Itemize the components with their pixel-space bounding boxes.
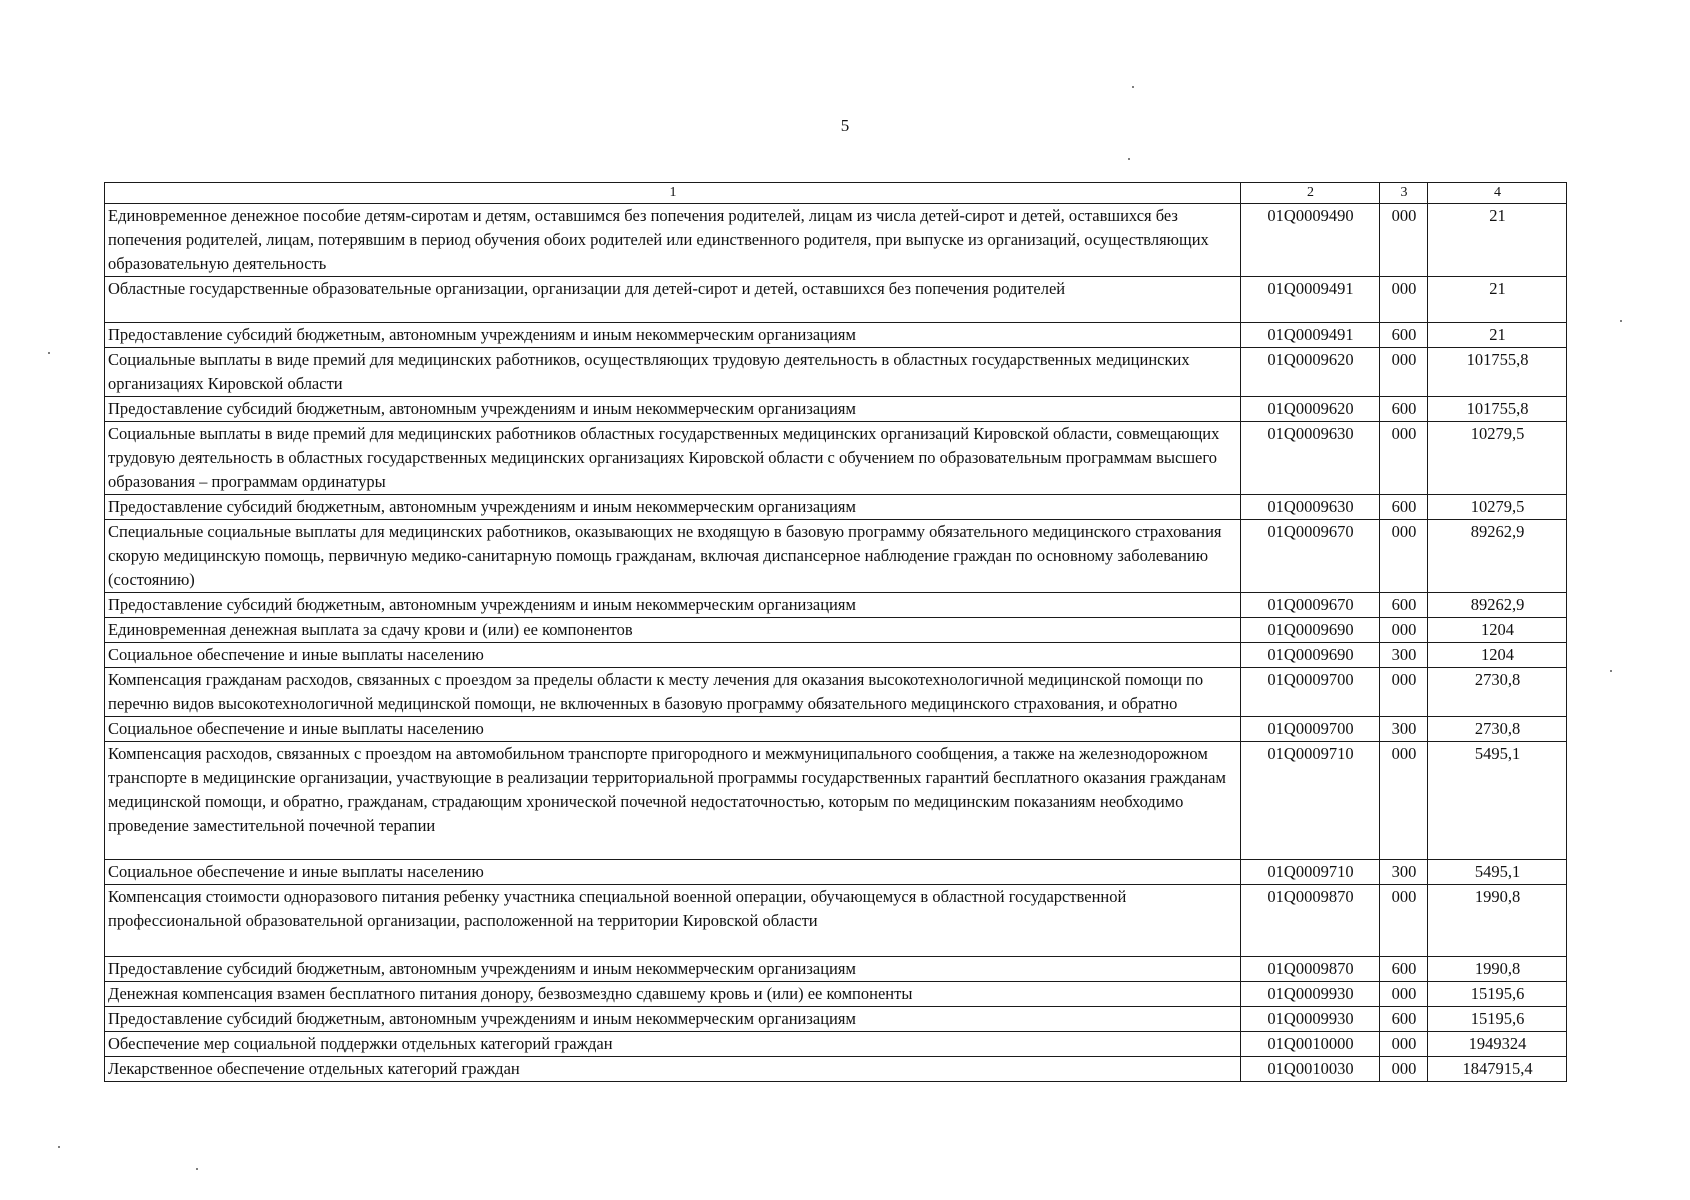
row-type-cell: 600 bbox=[1380, 957, 1428, 982]
table-row bbox=[105, 204, 1567, 277]
row-type-cell: 000 bbox=[1380, 277, 1428, 323]
row-name-cell: Предоставление субсидий бюджетным, автономным учреждениям и иным некоммерческим организациям bbox=[105, 1007, 1241, 1032]
table-row bbox=[105, 860, 1567, 885]
row-sum-cell: 21 bbox=[1428, 277, 1567, 323]
row-sum-cell: 15195,6 bbox=[1428, 982, 1567, 1007]
scan-speck bbox=[58, 1146, 60, 1148]
row-code-cell: 01Q0009690 bbox=[1241, 643, 1380, 668]
row-sum-cell: 89262,9 bbox=[1428, 593, 1567, 618]
scan-speck bbox=[1610, 670, 1612, 672]
row-type-cell: 600 bbox=[1380, 1007, 1428, 1032]
row-sum-cell: 5495,1 bbox=[1428, 860, 1567, 885]
row-name-cell: Компенсация гражданам расходов, связанных с проездом за пределы области к месту лечения для оказания высокотехнологичной медицинской помощи по перечню видов высокотехнологичной медицинской помощи, не включенных в базовую программу обязательного медицинского страхования, и обратно bbox=[105, 668, 1241, 717]
table-row bbox=[105, 593, 1567, 618]
row-type-cell: 300 bbox=[1380, 643, 1428, 668]
row-name-cell: Компенсация расходов, связанных с проездом на автомобильном транспорте пригородного и межмуниципального сообщения, а также на железнодорожном транспорте в медицинские организации, участвующие в реализации территориальной программы государственных гарантий бесплатного оказания гражданам медицинской помощи, и обратно, гражданам, страдающим хронической почечной недостаточностью, которым по медицинским показаниям необходимо проведение заместительной почечной терапии bbox=[105, 742, 1241, 860]
row-type-cell: 600 bbox=[1380, 323, 1428, 348]
row-sum-cell: 2730,8 bbox=[1428, 668, 1567, 717]
row-name-cell: Лекарственное обеспечение отдельных категорий граждан bbox=[105, 1057, 1241, 1082]
row-sum-cell: 1204 bbox=[1428, 618, 1567, 643]
row-name-cell: Обеспечение мер социальной поддержки отдельных категорий граждан bbox=[105, 1032, 1241, 1057]
table-row bbox=[105, 397, 1567, 422]
table-row bbox=[105, 618, 1567, 643]
row-code-cell: 01Q0009630 bbox=[1241, 422, 1380, 495]
row-code-cell: 01Q0010000 bbox=[1241, 1032, 1380, 1057]
table-row bbox=[105, 422, 1567, 495]
row-sum-cell: 101755,8 bbox=[1428, 397, 1567, 422]
scan-speck bbox=[48, 352, 50, 354]
table-row bbox=[105, 668, 1567, 717]
row-code-cell: 01Q0009870 bbox=[1241, 885, 1380, 957]
row-sum-cell: 1847915,4 bbox=[1428, 1057, 1567, 1082]
table-row bbox=[105, 277, 1567, 323]
row-sum-cell: 21 bbox=[1428, 204, 1567, 277]
row-name-cell: Областные государственные образовательные организации, организации для детей-сирот и детей, оставшихся без попечения родителей bbox=[105, 277, 1241, 323]
table-row bbox=[105, 520, 1567, 593]
row-sum-cell: 2730,8 bbox=[1428, 717, 1567, 742]
table-row bbox=[105, 1057, 1567, 1082]
budget-table bbox=[104, 182, 1567, 1082]
row-type-cell: 000 bbox=[1380, 348, 1428, 397]
row-code-cell: 01Q0009670 bbox=[1241, 520, 1380, 593]
table-row bbox=[105, 1032, 1567, 1057]
table-row bbox=[105, 495, 1567, 520]
row-code-cell: 01Q0009870 bbox=[1241, 957, 1380, 982]
row-sum-cell: 89262,9 bbox=[1428, 520, 1567, 593]
row-type-cell: 600 bbox=[1380, 397, 1428, 422]
row-code-cell: 01Q0009930 bbox=[1241, 982, 1380, 1007]
scan-speck bbox=[1620, 320, 1622, 322]
table-body bbox=[105, 204, 1567, 1082]
row-name-cell: Компенсация стоимости одноразового питания ребенку участника специальной военной операции, обучающемуся в областной государственной профессиональной образовательной организации, расположенной на территории Кировской области bbox=[105, 885, 1241, 957]
table-row bbox=[105, 1007, 1567, 1032]
row-code-cell: 01Q0009490 bbox=[1241, 204, 1380, 277]
row-name-cell: Предоставление субсидий бюджетным, автономным учреждениям и иным некоммерческим организациям bbox=[105, 957, 1241, 982]
table-row bbox=[105, 885, 1567, 957]
row-code-cell: 01Q0009620 bbox=[1241, 348, 1380, 397]
row-sum-cell: 101755,8 bbox=[1428, 348, 1567, 397]
row-name-cell: Единовременное денежное пособие детям-сиротам и детям, оставшимся без попечения родителей, лицам из числа детей-сирот и детей, оставшихся без попечения родителей, лицам, потерявшим в период обучения обоих родителей или единственного родителя, при выпуске из организаций, осуществляющих образовательную деятельность bbox=[105, 204, 1241, 277]
column-header-name: 1 bbox=[105, 183, 1241, 204]
row-name-cell: Социальное обеспечение и иные выплаты населению bbox=[105, 717, 1241, 742]
row-name-cell: Предоставление субсидий бюджетным, автономным учреждениям и иным некоммерческим организациям bbox=[105, 593, 1241, 618]
row-type-cell: 000 bbox=[1380, 1057, 1428, 1082]
row-code-cell: 01Q0010030 bbox=[1241, 1057, 1380, 1082]
row-name-cell: Денежная компенсация взамен бесплатного питания донору, безвозмездно сдавшему кровь и (или) ее компоненты bbox=[105, 982, 1241, 1007]
row-sum-cell: 1990,8 bbox=[1428, 885, 1567, 957]
table-row bbox=[105, 643, 1567, 668]
scan-speck bbox=[196, 1168, 198, 1170]
row-type-cell: 600 bbox=[1380, 495, 1428, 520]
row-sum-cell: 1949324 bbox=[1428, 1032, 1567, 1057]
row-type-cell: 300 bbox=[1380, 717, 1428, 742]
row-sum-cell: 10279,5 bbox=[1428, 422, 1567, 495]
row-sum-cell: 10279,5 bbox=[1428, 495, 1567, 520]
table-row bbox=[105, 957, 1567, 982]
row-name-cell: Предоставление субсидий бюджетным, автономным учреждениям и иным некоммерческим организациям bbox=[105, 323, 1241, 348]
row-name-cell: Социальные выплаты в виде премий для медицинских работников, осуществляющих трудовую деятельность в областных государственных медицинских организациях Кировской области bbox=[105, 348, 1241, 397]
table-row bbox=[105, 982, 1567, 1007]
row-sum-cell: 1204 bbox=[1428, 643, 1567, 668]
row-type-cell: 000 bbox=[1380, 668, 1428, 717]
row-code-cell: 01Q0009491 bbox=[1241, 323, 1380, 348]
row-sum-cell: 21 bbox=[1428, 323, 1567, 348]
row-type-cell: 000 bbox=[1380, 618, 1428, 643]
column-header-type: 3 bbox=[1380, 183, 1428, 204]
row-name-cell: Социальное обеспечение и иные выплаты населению bbox=[105, 643, 1241, 668]
scan-speck bbox=[1132, 86, 1134, 88]
scan-speck bbox=[1128, 158, 1130, 160]
column-header-sum: 4 bbox=[1428, 183, 1567, 204]
table-row bbox=[105, 348, 1567, 397]
row-type-cell: 300 bbox=[1380, 860, 1428, 885]
row-type-cell: 000 bbox=[1380, 422, 1428, 495]
row-code-cell: 01Q0009700 bbox=[1241, 717, 1380, 742]
table-row bbox=[105, 742, 1567, 860]
row-name-cell: Единовременная денежная выплата за сдачу крови и (или) ее компонентов bbox=[105, 618, 1241, 643]
row-code-cell: 01Q0009620 bbox=[1241, 397, 1380, 422]
row-code-cell: 01Q0009700 bbox=[1241, 668, 1380, 717]
row-sum-cell: 15195,6 bbox=[1428, 1007, 1567, 1032]
row-sum-cell: 1990,8 bbox=[1428, 957, 1567, 982]
row-code-cell: 01Q0009630 bbox=[1241, 495, 1380, 520]
column-header-code: 2 bbox=[1241, 183, 1380, 204]
table-row bbox=[105, 323, 1567, 348]
table-row bbox=[105, 717, 1567, 742]
page-number: 5 bbox=[840, 116, 850, 135]
row-name-cell: Предоставление субсидий бюджетным, автономным учреждениям и иным некоммерческим организациям bbox=[105, 397, 1241, 422]
row-code-cell: 01Q0009710 bbox=[1241, 742, 1380, 860]
table-header bbox=[105, 183, 1567, 204]
row-code-cell: 01Q0009690 bbox=[1241, 618, 1380, 643]
row-type-cell: 600 bbox=[1380, 593, 1428, 618]
row-code-cell: 01Q0009670 bbox=[1241, 593, 1380, 618]
row-name-cell: Социальные выплаты в виде премий для медицинских работников областных государственных медицинских организаций Кировской области, совмещающих трудовую деятельность в областных государственных медицинских организациях Кировской области с обучением по образовательным программам высшего образования – программам ординатуры bbox=[105, 422, 1241, 495]
row-type-cell: 000 bbox=[1380, 204, 1428, 277]
row-code-cell: 01Q0009491 bbox=[1241, 277, 1380, 323]
row-type-cell: 000 bbox=[1380, 520, 1428, 593]
row-type-cell: 000 bbox=[1380, 1032, 1428, 1057]
header-row bbox=[105, 183, 1567, 204]
row-name-cell: Социальное обеспечение и иные выплаты населению bbox=[105, 860, 1241, 885]
row-sum-cell: 5495,1 bbox=[1428, 742, 1567, 860]
row-code-cell: 01Q0009710 bbox=[1241, 860, 1380, 885]
row-code-cell: 01Q0009930 bbox=[1241, 1007, 1380, 1032]
row-type-cell: 000 bbox=[1380, 885, 1428, 957]
row-type-cell: 000 bbox=[1380, 742, 1428, 860]
row-name-cell: Специальные социальные выплаты для медицинских работников, оказывающих не входящую в базовую программу обязательного медицинского страхования скорую медицинскую помощь, первичную медико-санитарную помощь гражданам, включая диспансерное наблюдение граждан по основному заболеванию (состоянию) bbox=[105, 520, 1241, 593]
row-type-cell: 000 bbox=[1380, 982, 1428, 1007]
row-name-cell: Предоставление субсидий бюджетным, автономным учреждениям и иным некоммерческим организациям bbox=[105, 495, 1241, 520]
